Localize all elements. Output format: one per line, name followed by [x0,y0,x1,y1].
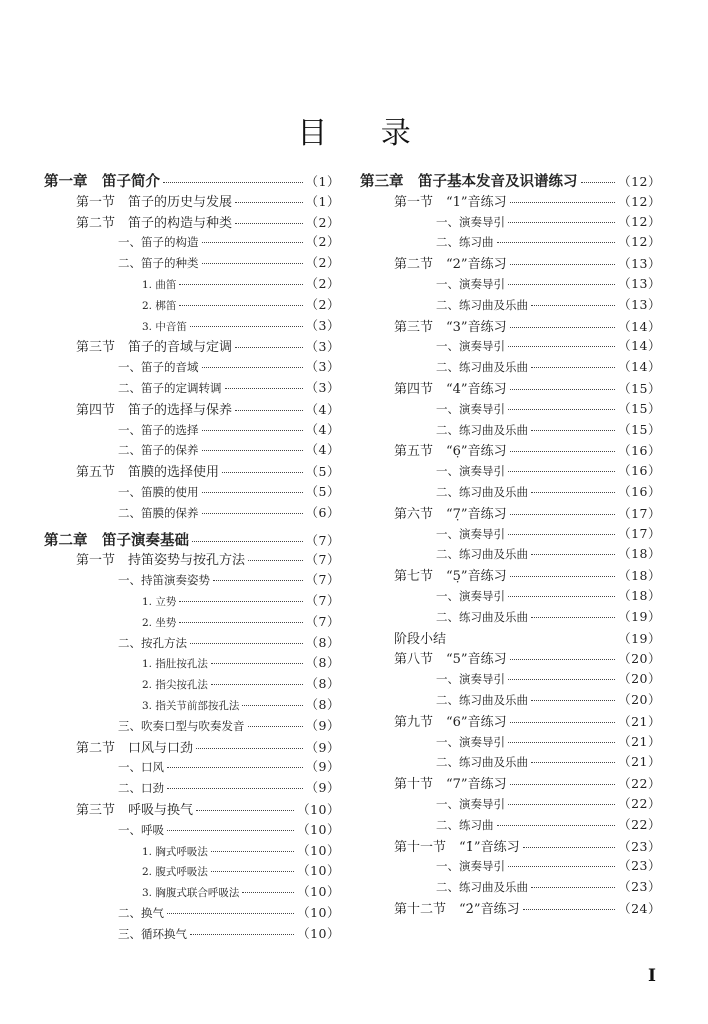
toc-entry-section[interactable] [44,399,340,420]
dot-leader [179,591,302,602]
dot-leader [242,695,302,706]
toc-entry-sub[interactable] [360,524,661,545]
toc-entry-page-number: （14） [618,338,661,354]
toc-entry-page-number: （10） [297,904,340,920]
toc-entry-page-number: （1） [305,174,340,189]
toc-entry-sub[interactable] [360,482,661,503]
toc-entry-sub[interactable] [44,378,340,399]
toc-entry-title: 第二节 笛子的构造与种类 [76,215,233,231]
toc-entry-page-number: （2） [305,275,340,291]
dot-leader [531,607,615,618]
toc-entry-page-number: （3） [305,359,340,375]
dot-leader [531,752,615,763]
dot-leader [531,420,615,431]
toc-entry-section[interactable] [360,648,661,669]
toc-right-column [360,170,661,919]
toc-entry-title: 第一节 笛子的历史与发展 [76,194,233,210]
toc-entry-title: 第六节 “7̣”音练习 [394,506,507,522]
dot-leader [497,232,616,243]
toc-entry-page-number: （18） [618,546,661,562]
toc-entry-title: 一、演奏导引 [436,276,505,291]
toc-entry-title: 1. 立势 [142,595,177,608]
dot-leader [211,653,303,664]
toc-entry-section[interactable] [360,191,661,212]
dot-leader [163,170,303,183]
dot-leader [510,440,616,452]
toc-entry-title: 三、循环换气 [118,926,187,941]
dot-leader [202,420,303,431]
toc-entry-title: 二、练习曲及乐曲 [436,692,528,707]
toc-entry-page-number: （6） [305,504,340,520]
dot-leader [211,674,303,685]
toc-entry-title: 第八节 “5”音练习 [394,652,507,668]
toc-entry-title: 2. 坐势 [142,616,177,629]
toc-entry-title: 一、演奏导引 [436,734,505,749]
toc-entry-sub[interactable] [44,820,340,841]
toc-entry-title: 二、练习曲及乐曲 [436,609,528,624]
toc-entry-title: 第一节 持笛姿势与按孔方法 [76,553,246,569]
toc-entry-page-number: （19） [618,630,661,646]
dot-leader [510,648,616,660]
toc-entry-title: 二、练习曲 [436,817,494,832]
toc-entry-sub[interactable] [360,336,661,357]
dot-leader [508,461,615,472]
toc-entry-sub[interactable] [44,778,340,799]
toc-entry-sub[interactable] [360,794,661,815]
toc-entry-page-number: （9） [305,759,340,775]
toc-entry-page-number: （14） [618,318,661,334]
dot-leader [235,212,303,224]
toc-entry-page-number: （15） [618,380,661,396]
toc-entry-title: 第十一节 “1̇”音练习 [394,839,520,855]
toc-entry-page-number: （4） [305,421,340,437]
toc-entry-title: 二、笛子的种类 [118,256,199,271]
toc-entry-sub[interactable] [44,633,340,654]
dot-leader [190,633,303,644]
toc-entry-page-number: （21） [618,733,661,749]
dot-leader [202,440,303,451]
toc-entry-sub[interactable] [360,212,661,233]
toc-entry-page-number: （20） [618,651,661,667]
toc-entry-page-number: （9） [305,739,340,755]
toc-entry-page-number: （2） [305,214,340,230]
toc-entry-page-number: （7） [305,592,340,608]
toc-entry-sub[interactable] [360,399,661,420]
toc-entry-title: 二、练习曲及乐曲 [436,880,528,895]
toc-entry-page-number: （24） [618,900,661,916]
toc-entry-sub[interactable] [44,232,340,253]
dot-leader [510,711,616,723]
dot-leader [508,212,615,223]
dot-leader [196,737,303,749]
toc-entry-page-number: （8） [305,696,340,712]
toc-entry-page-number: （2） [305,234,340,250]
toc-entry-title: 第十节 “7”音练习 [394,777,507,793]
toc-entry-sub[interactable] [360,420,661,441]
toc-entry-title: 第五节 “6̣”音练习 [394,444,507,460]
toc-entry-title: 第九节 “6”音练习 [394,714,507,730]
dot-leader [508,586,615,597]
page-title: 目 录 [297,116,433,152]
toc-entry-section[interactable] [360,253,661,274]
toc-entry-sub[interactable] [360,607,661,628]
toc-entry-page-number: （17） [618,525,661,541]
toc-entry-page-number: （1） [305,193,340,209]
toc-entry-sub[interactable] [360,295,661,316]
dot-leader [508,274,615,285]
dot-leader [510,773,616,785]
toc-entry-title: 第三节 笛子的音域与定调 [76,340,233,356]
toc-entry-sub[interactable] [360,690,661,711]
dot-leader [508,732,615,743]
toc-entry-title: 二、按孔方法 [118,635,187,650]
toc-entry-section[interactable] [44,549,340,570]
dot-leader [510,316,616,328]
toc-entry-title: 第三节 “3”音练习 [394,319,507,335]
toc-entry-page-number: （9） [305,780,340,796]
toc-entry-page-number: （7） [305,613,340,629]
toc-entry-section[interactable] [44,336,340,357]
toc-entry-title: 一、演奏导引 [436,588,505,603]
toc-entry-title: 一、笛子的选择 [118,422,199,437]
toc-entry-sub[interactable] [44,253,340,274]
toc-entry-title: 一、口风 [118,760,164,775]
toc-entry-title: 1. 胸式呼吸法 [142,845,208,858]
toc-entry-title: 第十二节 “2̇”音练习 [394,901,520,917]
dot-leader [510,191,616,203]
toc-entry-sub[interactable] [360,461,661,482]
toc-entry-title: 一、演奏导引 [436,464,505,479]
dot-leader [196,799,294,811]
toc-entry-section[interactable] [44,212,340,233]
toc-entry-section[interactable] [360,836,661,857]
toc-entry-page-number: （3） [305,339,340,355]
dot-leader [167,757,303,768]
dot-leader [179,295,302,306]
toc-entry-subsub[interactable] [44,591,340,612]
toc-entry-subsub[interactable] [44,316,340,337]
toc-entry-sub[interactable] [360,732,661,753]
dot-leader [190,924,294,935]
toc-entry-page-number: （18） [618,568,661,584]
toc-entry-title: 第一节 “1”音练习 [394,194,507,210]
toc-entry-page-number: （10） [297,884,340,900]
toc-entry-page-number: （12） [618,193,661,209]
toc-entry-title: 一、演奏导引 [436,401,505,416]
dot-leader [202,253,303,264]
toc-entry-title: 第三节 呼吸与换气 [76,802,194,818]
toc-entry-sub[interactable] [360,274,661,295]
toc-entry-subsub[interactable] [44,295,340,316]
toc-entry-title: 二、笛子的定调转调 [118,380,222,395]
toc-entry-page-number: （12） [618,174,661,189]
toc-entry-page-number: （16） [618,483,661,499]
dot-leader [523,898,616,910]
dot-leader [508,794,615,805]
toc-entry-page-number: （5） [305,483,340,499]
toc-entry-title: 二、口劲 [118,781,164,796]
toc-entry-page-number: （3） [305,317,340,333]
dot-leader [531,295,615,306]
toc-entry-page-number: （22） [618,795,661,811]
toc-entry-sub[interactable] [360,232,661,253]
dot-leader [242,882,294,893]
toc-entry-page-number: （7） [305,572,340,588]
page-folio: I [648,966,656,986]
dot-leader [508,399,615,410]
toc-entry-title: 3. 胸腹式联合呼吸法 [142,887,240,900]
dot-leader [531,690,615,701]
dot-leader [510,503,616,515]
toc-entry-page-number: （10） [297,821,340,837]
toc-entry-section[interactable] [44,191,340,212]
toc-left-column [44,170,340,944]
dot-leader [531,357,615,368]
toc-entry-page-number: （19） [618,608,661,624]
toc-entry-title: 1. 曲笛 [142,278,177,291]
toc-entry-subsub[interactable] [44,695,340,716]
toc-entry-page-number: （7） [305,552,340,568]
dot-leader [581,170,616,183]
dot-leader [508,336,615,347]
toc-entry-page-number: （20） [618,671,661,687]
toc-entry-sub[interactable] [360,752,661,773]
toc-entry-sub[interactable] [44,357,340,378]
toc-entry-page-number: （23） [618,838,661,854]
dot-leader [508,524,615,535]
toc-entry-page-number: （20） [618,691,661,707]
toc-entry-page-number: （12） [618,213,661,229]
toc-entry-sub[interactable] [44,570,340,591]
toc-entry-title: 二、练习曲及乐曲 [436,422,528,437]
dot-leader [222,461,303,473]
toc-entry-section[interactable] [360,711,661,732]
toc-entry-sub[interactable] [44,420,340,441]
toc-entry-section[interactable] [44,461,340,482]
dot-leader [167,903,294,914]
toc-entry-page-number: （23） [618,858,661,874]
toc-entry-title: 2. 指尖按孔法 [142,679,208,692]
dot-leader [235,191,303,203]
toc-entry-title: 一、演奏导引 [436,526,505,541]
toc-entry-sub[interactable] [360,877,661,898]
toc-entry-sub[interactable] [360,815,661,836]
toc-entry-page-number: （8） [305,676,340,692]
toc-entry-sub[interactable] [360,586,661,607]
toc-entry-page-number: （15） [618,400,661,416]
toc-entry-chapter[interactable] [44,170,340,191]
toc-entry-title: 第四节 “4”音练习 [394,381,507,397]
toc-entry-sub[interactable] [44,924,340,945]
toc-entry-section[interactable] [360,378,661,399]
dot-leader [531,544,615,555]
toc-entry-section[interactable] [360,565,661,586]
toc-entry-page-number: （3） [305,379,340,395]
toc-entry-sub[interactable] [44,903,340,924]
toc-entry-page-number: （4） [305,401,340,417]
toc-entry-sub[interactable] [360,544,661,565]
toc-entry-section[interactable] [44,737,340,758]
toc-entry-page-number: （13） [618,296,661,312]
dot-leader [510,565,616,577]
toc-entry-page-number: （22） [618,776,661,792]
toc-entry-title: 3. 中音笛 [142,320,187,333]
toc-entry-sub[interactable] [360,856,661,877]
toc-entry-title: 一、笛子的音域 [118,360,199,375]
dot-leader [202,357,303,368]
dot-leader [211,861,294,872]
toc-entry-sub[interactable] [44,440,340,461]
toc-entry-title: 第一章 笛子简介 [44,173,160,190]
toc-entry-section[interactable] [360,503,661,524]
toc-entry-title: 一、笛膜的使用 [118,484,199,499]
toc-entry-page-number: （18） [618,587,661,603]
toc-entry-title: 一、演奏导引 [436,859,505,874]
toc-entry-title: 二、练习曲 [436,235,494,250]
toc-entry-title: 1. 指肚按孔法 [142,658,208,671]
dot-leader [248,716,303,727]
dot-leader [225,378,303,389]
dot-leader [523,836,616,848]
dot-leader [235,399,303,411]
dot-leader [531,482,615,493]
toc-entry-title: 二、换气 [118,905,164,920]
toc-entry-title: 第二章 笛子演奏基础 [44,531,189,549]
toc-entry-section[interactable] [360,773,661,794]
toc-entry-page-number: （2） [305,296,340,312]
toc-entry-page-number: （16） [618,443,661,459]
dot-leader [202,482,303,493]
toc-entry-title: 二、练习曲及乐曲 [436,360,528,375]
toc-entry-title: 3. 指关节前部按孔法 [142,699,240,712]
toc-entry-page-number: （15） [618,421,661,437]
toc-entry-page-number: （5） [305,464,340,480]
toc-entry-page-number: （8） [305,634,340,650]
toc-entry-subsub[interactable] [44,841,340,862]
toc-entry-page-number: （14） [618,359,661,375]
dot-leader [167,820,294,831]
toc-entry-page-number: （23） [618,879,661,895]
toc-entry-page-number: （17） [618,505,661,521]
toc-entry-title: 一、持笛演奏姿势 [118,573,210,588]
toc-entry-page-number: （21） [618,713,661,729]
toc-entry-page-number: （8） [305,655,340,671]
toc-entry-title: 一、呼吸 [118,822,164,837]
toc-entry-subsub[interactable] [44,274,340,295]
dot-leader [248,549,303,561]
toc-entry-page-number: （12） [618,234,661,250]
toc-entry-page-number: （16） [618,463,661,479]
toc-entry-title: 第二节 “2”音练习 [394,257,507,273]
toc-entry-section[interactable] [360,440,661,461]
toc-entry-page-number: （10） [297,863,340,879]
toc-entry-subsub[interactable] [44,861,340,882]
toc-entry-sub[interactable] [44,503,340,524]
toc-entry-title: 第七节 “5̣”音练习 [394,569,507,585]
toc-entry-page-number: （13） [618,275,661,291]
dot-leader [202,503,303,514]
dot-leader [235,336,303,348]
toc-entry-title: 二、练习曲及乐曲 [436,755,528,770]
dot-leader [179,274,302,285]
toc-entry-title: 第五节 笛膜的选择使用 [76,465,220,481]
toc-entry-sub[interactable] [44,757,340,778]
toc-entry-title: 二、练习曲及乐曲 [436,484,528,499]
toc-entry-page-number: （10） [297,925,340,941]
toc-entry-page-number: （9） [305,717,340,733]
toc-entry-sub[interactable] [44,716,340,737]
toc-entry-chapter[interactable] [44,529,340,550]
toc-entry-title: 二、笛子的保养 [118,443,199,458]
toc-entry-title: 第二节 口风与口劲 [76,740,194,756]
toc-entry-section[interactable] [44,799,340,820]
toc-entry-subsub[interactable] [44,882,340,903]
dot-leader [508,669,615,680]
toc-entry-title: 一、演奏导引 [436,339,505,354]
toc-entry-page-number: （22） [618,816,661,832]
dot-leader [211,841,294,852]
dot-leader [202,232,303,243]
toc-entry-page-number: （2） [305,255,340,271]
toc-entry-title: 一、笛子的构造 [118,235,199,250]
toc-entry-sub[interactable] [360,669,661,690]
toc-entry-subsub[interactable] [44,612,340,633]
toc-entry-page-number: （21） [618,754,661,770]
toc-entry-subsub[interactable] [44,653,340,674]
toc-entry-page-number: （13） [618,256,661,272]
dot-leader [179,612,302,623]
dot-leader [531,877,615,888]
toc-entry-title: 二、练习曲及乐曲 [436,297,528,312]
dot-leader [192,529,303,542]
toc-entry-page-number: （10） [297,801,340,817]
dot-leader [167,778,303,789]
toc-entry-title: 三、吹奏口型与吹奏发音 [118,718,245,733]
toc-entry-section[interactable] [360,898,661,919]
toc-entry-title: 第四节 笛子的选择与保养 [76,402,233,418]
toc-entry-title: 第三章 笛子基本发音及识谱练习 [360,173,578,190]
dot-leader [510,378,616,390]
toc-entry-title: 阶段小结 [394,631,447,647]
toc-entry-subsub[interactable] [44,674,340,695]
toc-entry-chapter[interactable] [360,170,661,191]
toc-entry-title: 2. 腹式呼吸法 [142,866,208,879]
toc-entry-page-number: （10） [297,842,340,858]
toc-entry-title: 二、笛膜的保养 [118,505,199,520]
toc-entry-title: 一、演奏导引 [436,796,505,811]
toc-entry-stage[interactable] [360,628,661,649]
dot-leader [213,570,303,581]
toc-entry-title: 一、演奏导引 [436,214,505,229]
toc-entry-title: 一、演奏导引 [436,672,505,687]
toc-entry-page-number: （7） [305,532,340,548]
dot-leader [497,815,616,826]
dot-leader [508,856,615,867]
toc-entry-sub[interactable] [44,482,340,503]
toc-entry-title: 2. 梆笛 [142,299,177,312]
dot-leader [190,316,303,327]
dot-leader [510,253,616,265]
toc-entry-section[interactable] [360,316,661,337]
toc-entry-sub[interactable] [360,357,661,378]
toc-entry-title: 二、练习曲及乐曲 [436,547,528,562]
toc-entry-page-number: （4） [305,442,340,458]
